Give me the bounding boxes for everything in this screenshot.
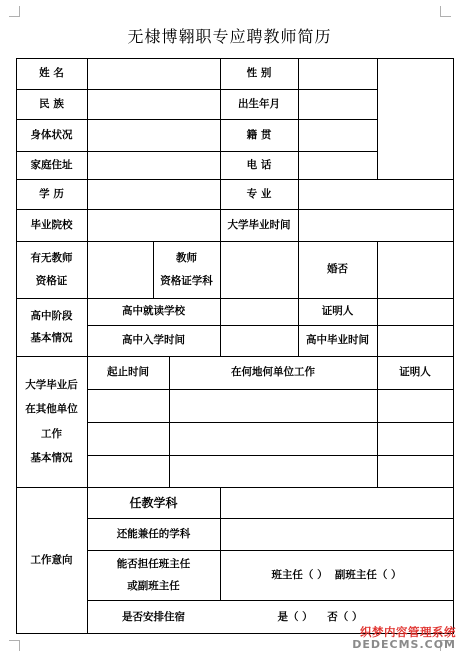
name-field[interactable] <box>88 59 220 89</box>
label-cert-subject-line1: 教师 <box>176 252 197 264</box>
label-high-school <box>16 298 87 356</box>
cert-subject-field[interactable] <box>221 242 298 298</box>
other-subject-field[interactable] <box>221 519 453 550</box>
label-teacher-cert-line2: 资格证 <box>35 274 68 287</box>
label-work-history-line2: 在其他单位 <box>25 403 78 415</box>
label-teacher-cert <box>16 241 87 298</box>
label-job-intent: 工作意向 <box>30 554 73 567</box>
label-dorm: 是否安排住宿 <box>122 610 185 623</box>
birth-field[interactable] <box>299 90 377 119</box>
college-grad-time-field[interactable] <box>299 210 453 241</box>
hs-school-field[interactable] <box>221 299 298 325</box>
head-teacher-options[interactable]: 班主任（ ） 副班主任（ ） <box>271 568 402 581</box>
hs-entry-field[interactable] <box>221 326 298 356</box>
hs-grad-field[interactable] <box>378 326 453 356</box>
label-head-teacher-line1: 能否担任班主任 <box>116 557 191 570</box>
address-field[interactable] <box>88 152 220 179</box>
work-period-field-3[interactable] <box>88 456 169 487</box>
label-work-history-line3: 工作 <box>41 427 62 440</box>
label-work-history-line1: 大学毕业后 <box>25 378 78 391</box>
watermark-line1: 织梦内容管理系统 <box>360 625 456 639</box>
label-hs-school: 高中就读学校 <box>122 305 185 318</box>
label-graduate-school: 毕业院校 <box>30 218 73 231</box>
label-hs-grad: 高中毕业时间 <box>306 334 369 347</box>
label-teach-subject: 任教学科 <box>129 495 178 510</box>
label-gender: 性 别 <box>246 67 272 80</box>
education-field[interactable] <box>88 180 220 209</box>
label-ethnicity: 民 族 <box>39 97 64 110</box>
native-place-field[interactable] <box>299 120 377 151</box>
dorm-options[interactable]: 是（ ） 否（ ） <box>277 610 363 623</box>
label-reference: 证明人 <box>321 305 354 318</box>
witness-field-3[interactable] <box>378 456 453 487</box>
label-workplace: 在何地何单位工作 <box>231 366 315 379</box>
work-period-field-2[interactable] <box>88 423 169 455</box>
label-name: 姓 名 <box>39 67 64 80</box>
label-native-place: 籍 贯 <box>246 128 272 141</box>
label-head-teacher-line2: 或副班主任 <box>127 580 180 592</box>
phone-field[interactable] <box>299 152 377 179</box>
reference-field[interactable] <box>378 299 453 325</box>
label-cert-subject-line2: 资格证学科 <box>160 274 213 287</box>
label-witness: 证明人 <box>399 366 431 379</box>
watermark-line2: DEDECMS.COM <box>352 637 456 651</box>
workplace-field-2[interactable] <box>170 423 377 455</box>
label-cert-subject <box>153 241 220 298</box>
label-college-grad-time: 大学毕业时间 <box>227 218 291 231</box>
workplace-field-3[interactable] <box>170 456 377 487</box>
workplace-field-1[interactable] <box>170 390 377 422</box>
major-field[interactable] <box>299 180 453 209</box>
document-title: 无棣博翱职专应聘教师简历 <box>127 27 332 46</box>
site-watermark <box>334 626 456 658</box>
label-high-school-line1: 高中阶段 <box>30 309 73 322</box>
label-phone: 电 话 <box>246 158 272 171</box>
gender-field[interactable] <box>299 59 377 89</box>
label-head-teacher <box>87 550 220 600</box>
witness-field-1[interactable] <box>378 390 453 422</box>
label-work-history-line4: 基本情况 <box>30 452 73 464</box>
label-major: 专 业 <box>246 187 272 200</box>
teacher-cert-field[interactable] <box>88 242 153 298</box>
health-field[interactable] <box>88 120 220 151</box>
label-high-school-line2: 基本情况 <box>30 332 73 344</box>
label-period: 起止时间 <box>107 366 149 379</box>
label-teacher-cert-line1: 有无教师 <box>30 252 73 264</box>
label-health: 身体状况 <box>30 128 73 141</box>
label-marital: 婚否 <box>327 263 348 276</box>
witness-field-2[interactable] <box>378 423 453 455</box>
photo-area[interactable] <box>378 59 453 179</box>
label-education: 学 历 <box>39 187 64 200</box>
teach-subject-field[interactable] <box>221 488 453 518</box>
label-other-subject: 还能兼任的学科 <box>116 527 191 540</box>
label-hs-entry: 高中入学时间 <box>122 334 185 347</box>
label-work-history <box>16 356 87 487</box>
work-period-field-1[interactable] <box>88 390 169 422</box>
marital-field[interactable] <box>378 242 453 298</box>
label-birth: 出生年月 <box>238 97 280 110</box>
ethnicity-field[interactable] <box>88 90 220 119</box>
label-address: 家庭住址 <box>30 158 73 171</box>
graduate-school-field[interactable] <box>88 210 220 241</box>
